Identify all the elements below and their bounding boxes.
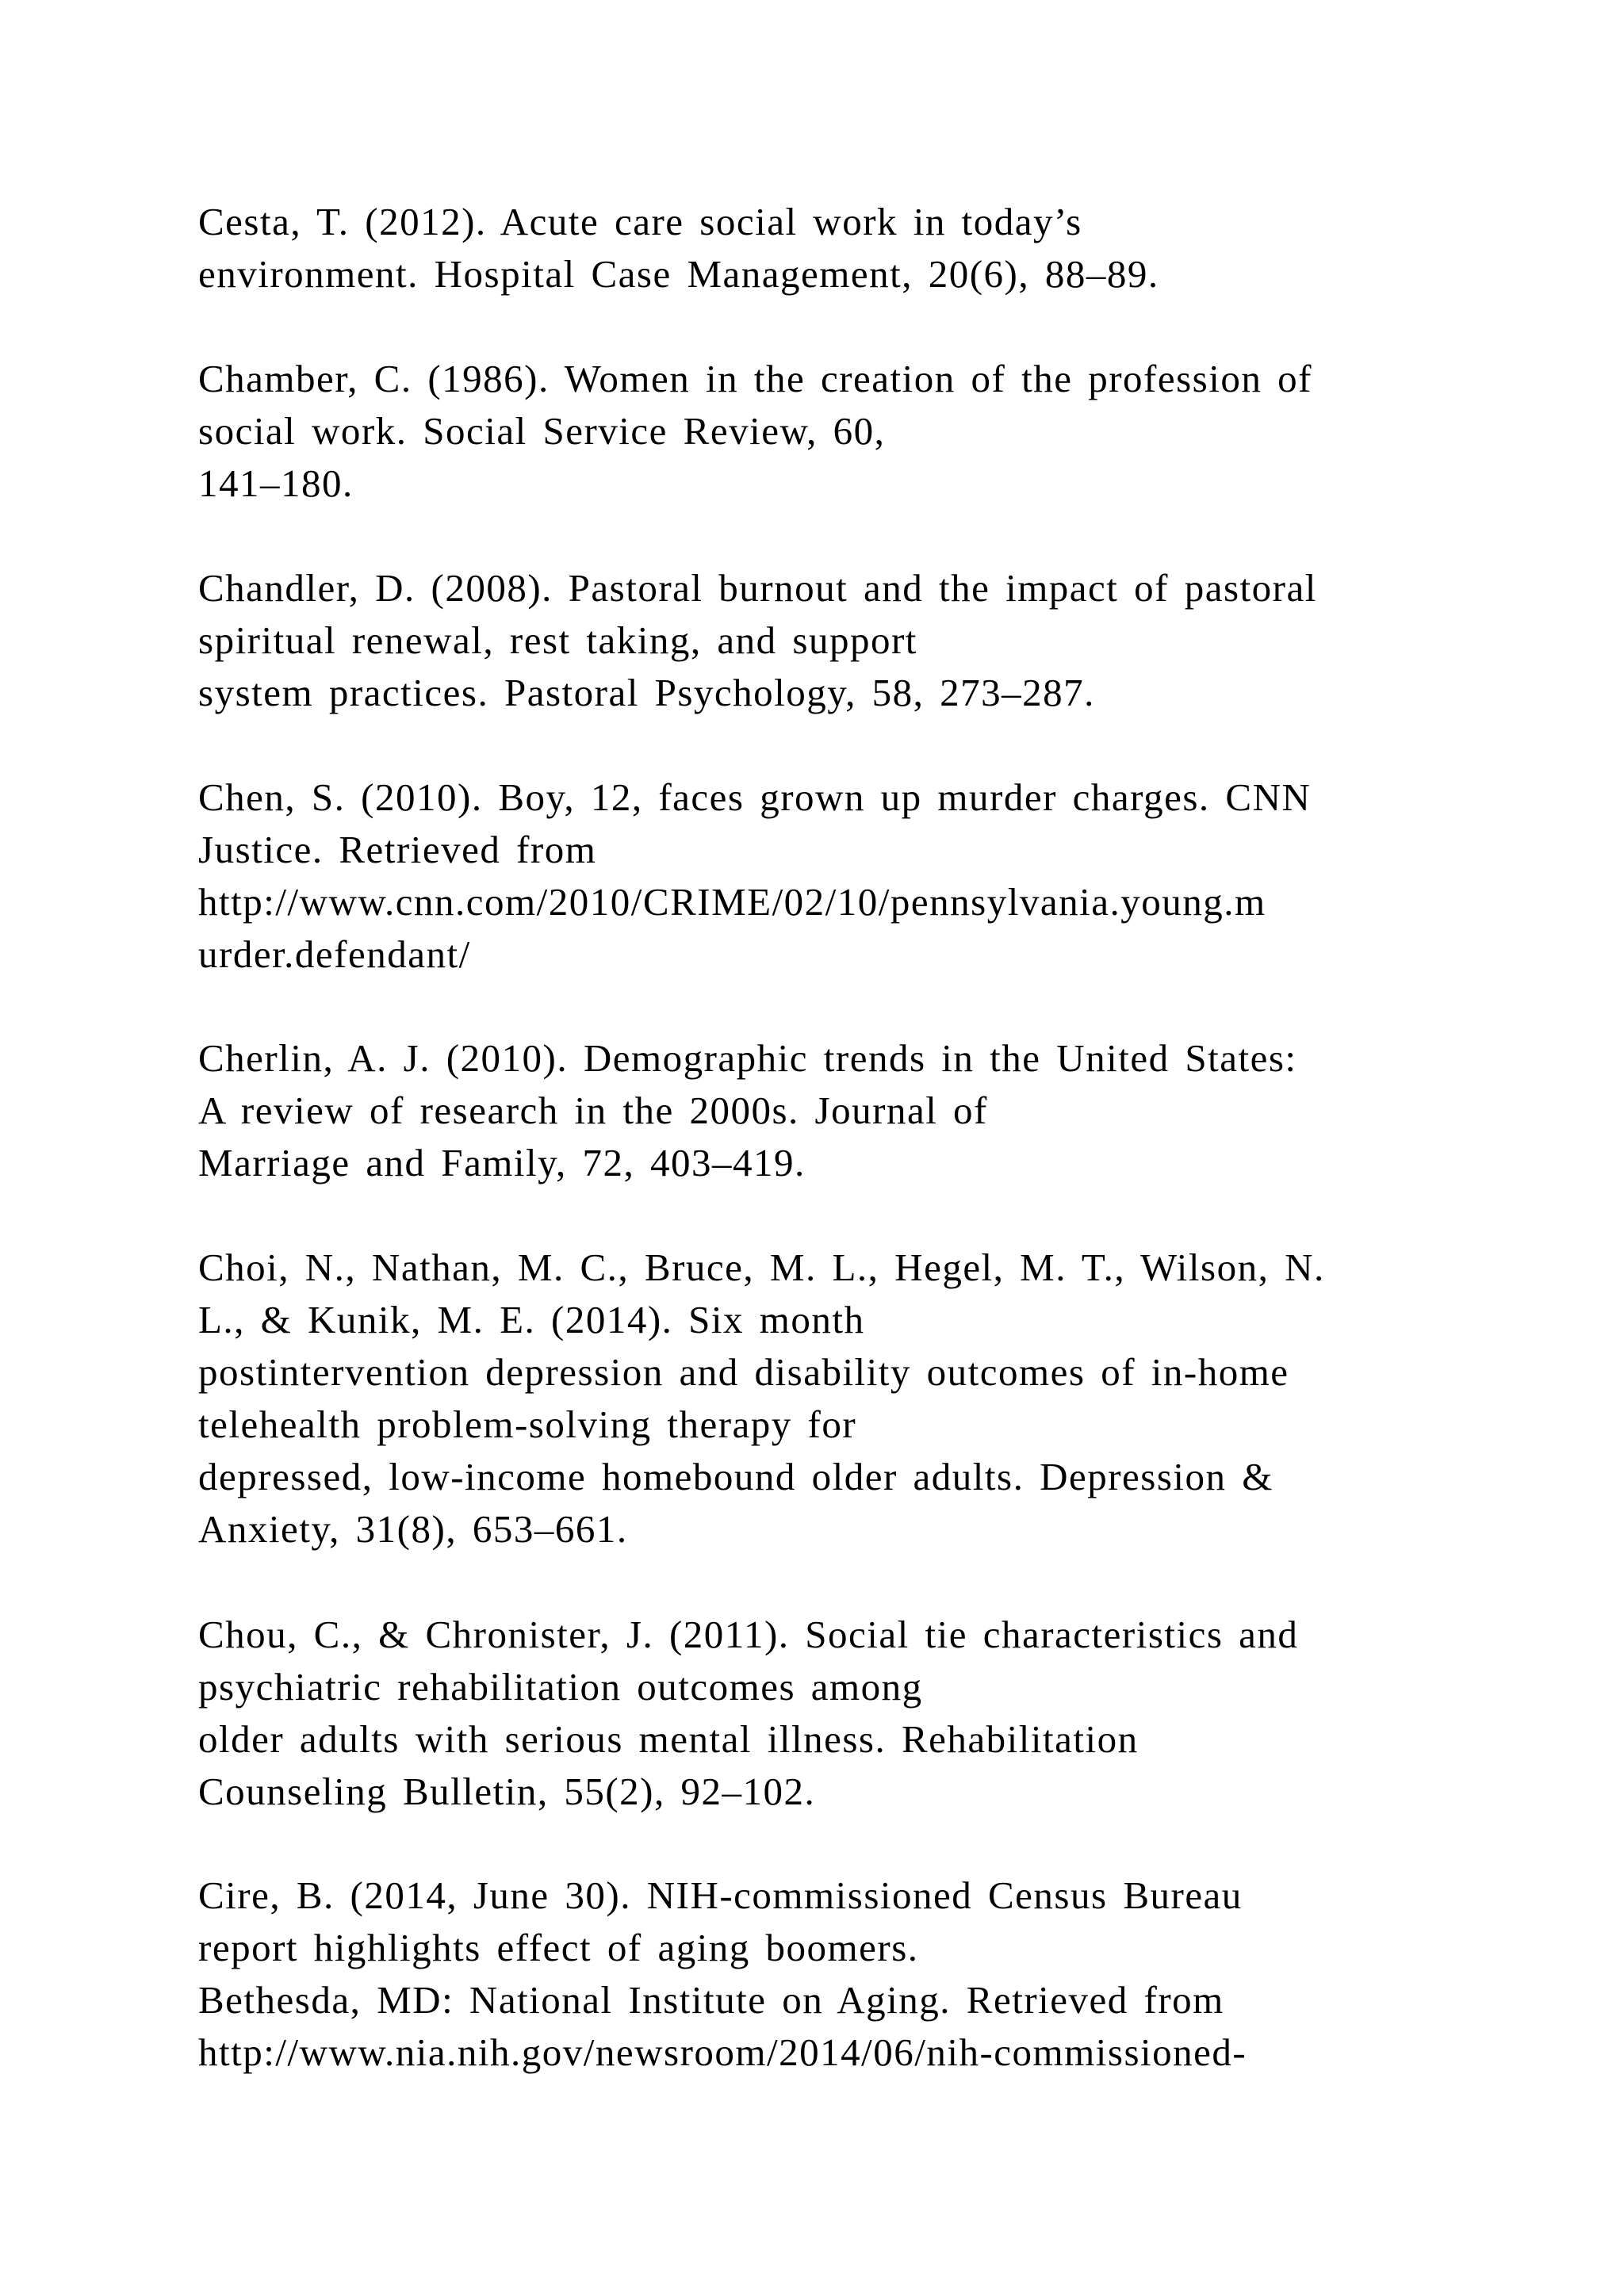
reference-url-line: urder.defendant/ [198,932,471,976]
reference-line: L., & Kunik, M. E. (2014). Six month [198,1298,865,1341]
reference-line: Justice. Retrieved from [198,828,597,871]
reference-line: report highlights effect of aging boomers. [198,1926,919,1969]
reference-line: spiritual renewal, rest taking, and support [198,618,917,662]
reference-line: Marriage and Family, 72, 403–419. [198,1141,806,1184]
reference-line: Chamber, C. (1986). Women in the creation of the profession of [198,357,1312,400]
reference-line: Bethesda, MD: National Institute on Aging. Retrieved from [198,1978,1224,2022]
reference-line: postintervention depression and disability outcomes of in-home [198,1350,1289,1394]
reference-line: Cherlin, A. J. (2010). Demographic trends in the United States: [198,1036,1297,1080]
reference-line: 141–180. [198,461,354,505]
reference-url-line: http://www.cnn.com/2010/CRIME/02/10/pennsylvania.young.m [198,880,1266,924]
reference-line: older adults with serious mental illness. Rehabilitation [198,1717,1139,1761]
reference-line: Cesta, T. (2012). Acute care social work in today’s [198,200,1082,243]
reference-url-line: http://www.nia.nih.gov/newsroom/2014/06/nih-commissioned- [198,2030,1247,2074]
reference-line: A review of research in the 2000s. Journal of [198,1089,988,1132]
reference-line: Chou, C., & Chronister, J. (2011). Social tie characteristics and [198,1613,1299,1656]
reference-entry [198,562,1435,719]
reference-entry [198,353,1435,510]
reference-entry [198,1242,1435,1556]
reference-line: Choi, N., Nathan, M. C., Bruce, M. L., Hegel, M. T., Wilson, N. [198,1246,1325,1289]
reference-entry [198,1869,1435,2079]
reference-line: Counseling Bulletin, 55(2), 92–102. [198,1770,816,1813]
reference-line: environment. Hospital Case Management, 20(6), 88–89. [198,252,1159,296]
reference-entry [198,1032,1435,1189]
reference-line: Chandler, D. (2008). Pastoral burnout and the impact of pastoral [198,566,1317,610]
reference-line: Anxiety, 31(8), 653–661. [198,1507,628,1551]
reference-entry [198,1609,1435,1818]
reference-line: Chen, S. (2010). Boy, 12, faces grown up murder charges. CNN [198,775,1312,819]
reference-line: Cire, B. (2014, June 30). NIH-commissioned Census Bureau [198,1873,1243,1917]
reference-line: system practices. Pastoral Psychology, 58, 273–287. [198,671,1095,714]
reference-line: depressed, low-income homebound older adults. Depression & [198,1455,1274,1498]
reference-line: psychiatric rehabilitation outcomes among [198,1665,923,1709]
reference-line: social work. Social Service Review, 60, [198,409,886,453]
reference-line: telehealth problem-solving therapy for [198,1402,857,1446]
reference-entry [198,771,1435,981]
reference-entry [198,196,1435,300]
